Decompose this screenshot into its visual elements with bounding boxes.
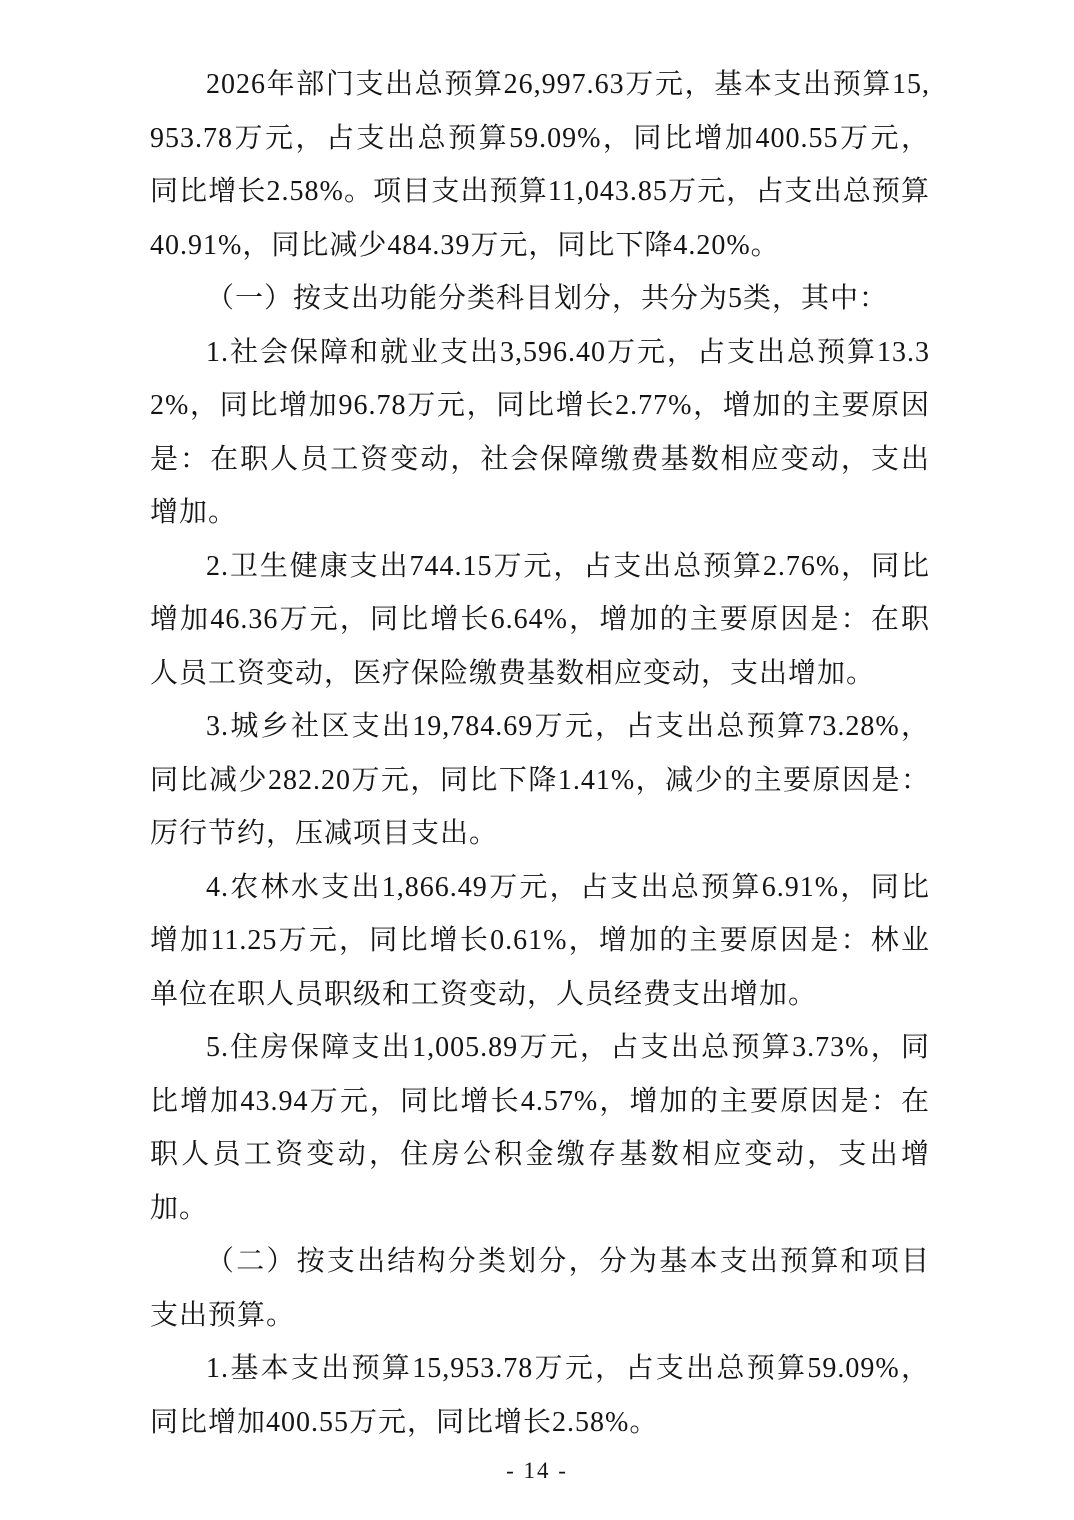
paragraph-item-4-agriculture-forestry-water: 4.农林水支出1,866.49万元，占支出总预算6.91%，同比增加11.25万元，同比增长0.61%，增加的主要原因是：林业单位在职人员职级和工资变动，人员经费支出增加。 bbox=[150, 871, 930, 1010]
paragraph-budget-overview: 2026年部门支出总预算26,997.63万元，基本支出预算15,953.78万元，占支出总预算59.09%，同比增加400.55万元，同比增长2.58%。项目支出预算11,043.85万元，占支出总预算40.91%，同比减少484.39万元，同比下降4.20%。 bbox=[150, 69, 930, 261]
paragraph-item-3-urban-rural-community: 3.城乡社区支出19,784.69万元，占支出总预算73.28%，同比减少282.20万元，同比下降1.41%，减少的主要原因是：厉行节约，压减项目支出。 bbox=[150, 711, 930, 849]
page-number: - 14 - bbox=[506, 1458, 568, 1483]
paragraph-item-2-health: 2.卫生健康支出744.15万元，占支出总预算2.76%，同比增加46.36万元，同比增长6.64%，增加的主要原因是：在职人员工资变动，医疗保险缴费基数相应变动，支出增加。 bbox=[150, 550, 930, 689]
paragraph-item-1-social-security: 1.社会保障和就业支出3,596.40万元，占支出总预算13.32%，同比增加96.78万元，同比增长2.77%，增加的主要原因是：在职人员工资变动，社会保障缴费基数相应变动，支出增加。 bbox=[150, 336, 930, 528]
paragraph-section-2-heading: （二）按支出结构分类划分，分为基本支出预算和项目支出预算。 bbox=[150, 1246, 930, 1331]
paragraph-item-5-housing: 5.住房保障支出1,005.89万元，占支出总预算3.73%，同比增加43.94万元，同比增长4.57%，增加的主要原因是：在职人员工资变动，住房公积金缴存基数相应变动，支出增加。 bbox=[150, 1032, 930, 1224]
paragraph-section-1-heading: （一）按支出功能分类科目划分，共分为5类，其中： bbox=[206, 283, 889, 314]
paragraph-basic-expenditure: 1.基本支出预算15,953.78万元，占支出总预算59.09%，同比增加400.55万元，同比增长2.58%。 bbox=[150, 1353, 930, 1438]
document-body bbox=[150, 58, 930, 1449]
page-footer bbox=[0, 1458, 1074, 1484]
